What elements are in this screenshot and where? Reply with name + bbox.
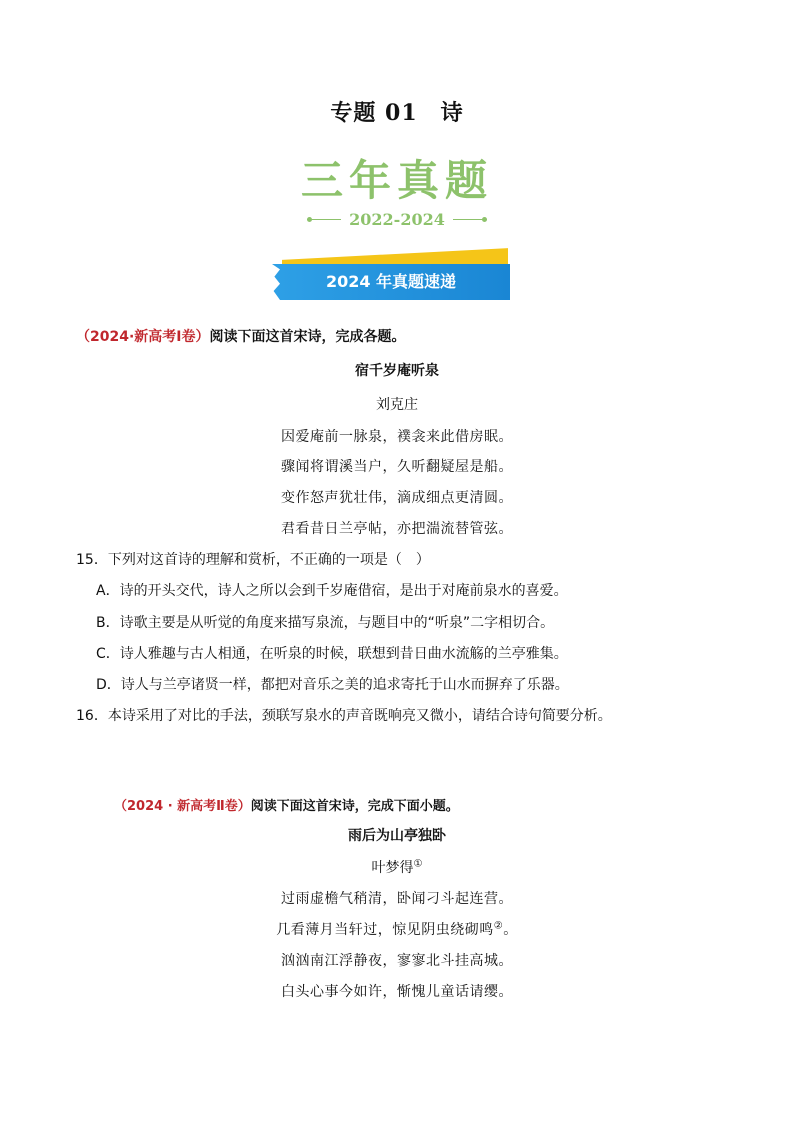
poem-line: 因爱庵前一脉泉，襆衾来此借房眠。	[281, 429, 513, 445]
year-range-text: 2022-2024	[349, 210, 445, 229]
banner-heading: 三年真题	[300, 156, 493, 205]
question-instruction: 阅读下面这首宋诗，完成各题。	[209, 329, 406, 345]
poem-line: 骤闻将谓溪当户，久听翻疑屋是船。	[281, 459, 513, 475]
poem-line-text: 几看薄月当轩过，惊见阴虫绕砌鸣	[276, 922, 494, 938]
poem-title: 雨后为山亭独卧	[348, 828, 446, 844]
poem-line: 白头心事今如许，惭愧儿童话请缨。	[281, 984, 513, 1000]
footnote-marker: ②	[493, 920, 504, 932]
decor-line-left	[307, 219, 341, 220]
question-header-1	[76, 326, 406, 346]
poem-line	[0, 919, 794, 939]
year-range	[0, 210, 794, 229]
option-a: A．诗的开头交代，诗人之所以会到千岁庵借宿，是出于对庵前泉水的喜爱。	[96, 583, 568, 599]
decor-line-right	[453, 219, 487, 220]
poem-line: 过雨虚檐气稍清，卧闻刁斗起连营。	[281, 891, 513, 907]
poem-author: 刘克庄	[376, 397, 418, 413]
option-c: C．诗人雅趣与古人相通，在听泉的时候，联想到昔日曲水流觞的兰亭雅集。	[96, 646, 568, 662]
section-banner	[272, 254, 512, 300]
question-16-stem: 16．本诗采用了对比的手法，颈联写泉水的声音既响亮又微小，请结合诗句简要分析。	[76, 708, 612, 724]
poem-author	[0, 857, 794, 877]
question-source: （2024 · 新高考Ⅱ卷）	[114, 799, 251, 814]
poem-author-name: 叶梦得	[371, 860, 414, 876]
poem-title: 宿千岁庵听泉	[355, 363, 439, 379]
poem-line-end: 。	[503, 922, 518, 938]
poem-line: 汹汹南江浮静夜，寥寥北斗挂高城。	[281, 953, 513, 969]
question-instruction: 阅读下面这首宋诗，完成下面小题。	[250, 799, 459, 814]
question-header-2	[114, 795, 459, 814]
question-15-stem: 15．下列对这首诗的理解和赏析，不正确的一项是（ ）	[76, 552, 430, 568]
poem-line: 变作怒声犹壮伟，滴成细点更清圆。	[281, 490, 513, 506]
footnote-marker: ①	[413, 858, 423, 870]
option-b: B．诗歌主要是从听觉的角度来描写泉流，与题目中的“听泉”二字相切合。	[96, 615, 555, 631]
section-banner-label: 2024 年真题速递	[325, 272, 457, 291]
option-d: D．诗人与兰亭诸贤一样，都把对音乐之美的追求寄托于山水而摒弃了乐器。	[96, 677, 569, 693]
poem-line: 君看昔日兰亭帖，亦把湍流替管弦。	[281, 521, 513, 537]
page-title: 专题 01 诗	[330, 100, 464, 126]
question-source: （2024·新高考Ⅰ卷）	[76, 329, 210, 345]
